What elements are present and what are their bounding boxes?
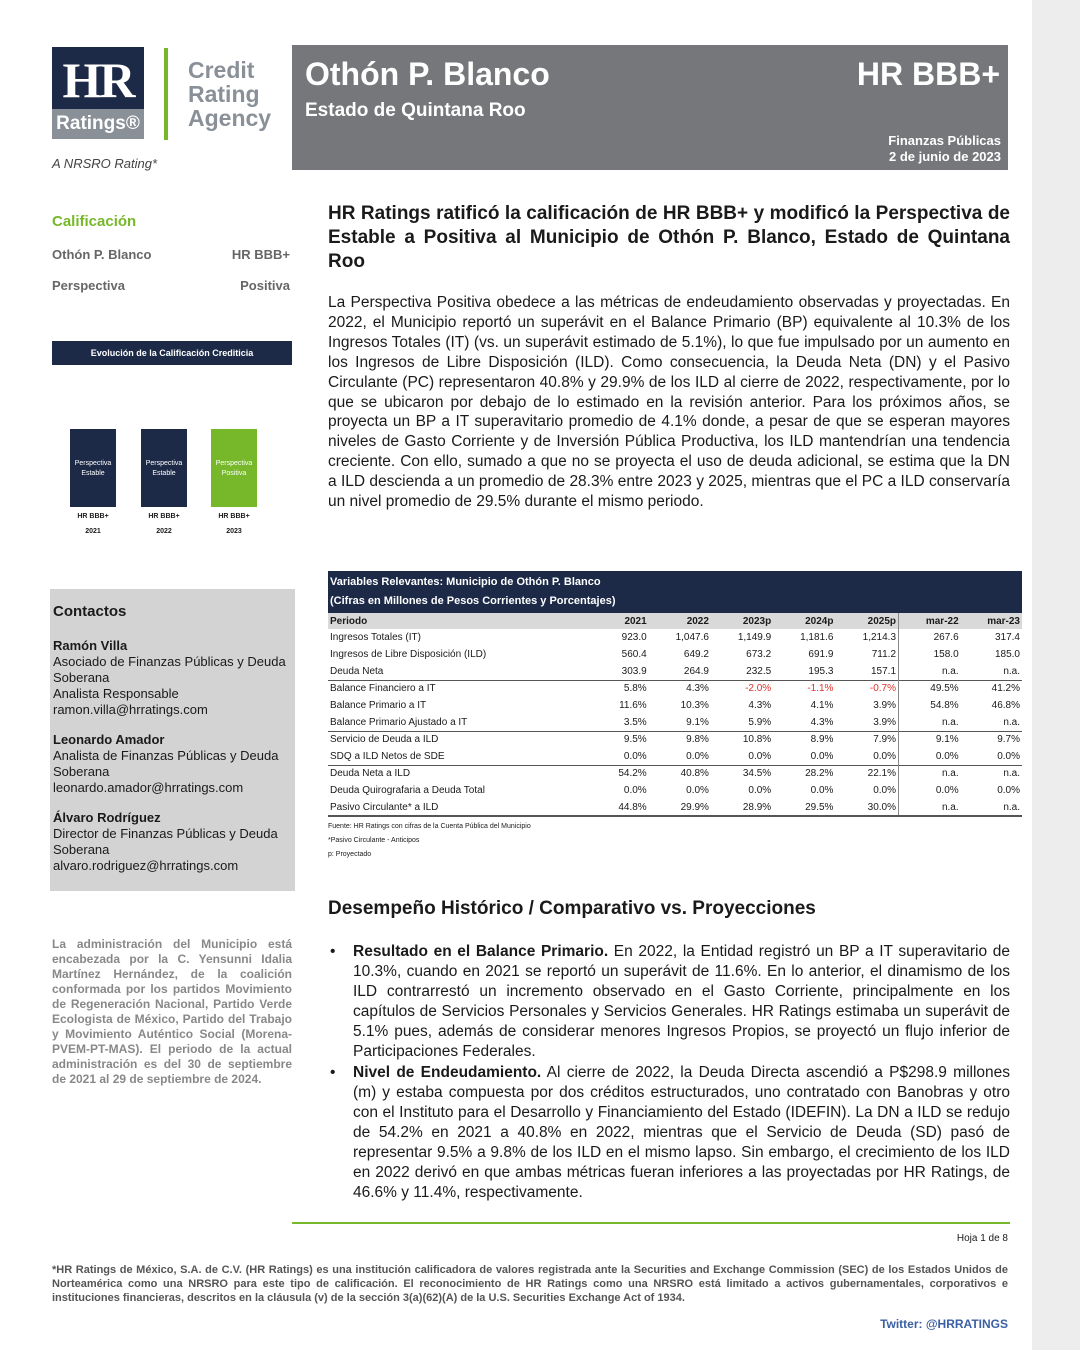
table-column-header: 2021 [595, 613, 649, 629]
table-row-label: Deuda Neta a ILD [328, 765, 595, 782]
table-cell: 28.9% [711, 799, 773, 816]
table-cell: 4.3% [810, 716, 834, 728]
table-row [328, 680, 1022, 697]
calificacion-row-label: Othón P. Blanco [52, 247, 152, 262]
table-cell: 0.0% [997, 785, 1020, 796]
report-category: Finanzas Públicas [888, 133, 1001, 148]
table-cell: 0.0% [686, 750, 709, 762]
perspectiva-row-label: Perspectiva [52, 278, 125, 293]
table-cell: 9.7% [961, 731, 1022, 748]
evolution-rating-label: HR BBB+ [148, 513, 180, 520]
table-cell: 232.5 [746, 665, 772, 677]
calificacion-row [52, 247, 290, 262]
table-title-line: Variables Relevantes: Municipio de Othón P. Blanco [330, 576, 601, 588]
bullet-text: En 2022, la Entidad registró un BP a IT superavitario de 10.3%, cuando en 2021 se reportó un superávit de 11.6%. En lo anterior, el dinamismo de los ILD contrarrestó un incremento observado en el Gasto Corriente, principalmente en los capítulos de Servicios Personales y Servicios Generales. HR Ratings estimaba un superávit de 5.1% pues, además de considerar menores Ingresos Propios, se proyectó un flujo inferior de Participaciones Federales. [353, 943, 1011, 1060]
table-column-header: 2025p [835, 613, 898, 629]
table-title [328, 571, 1022, 613]
table-row [328, 731, 1022, 748]
table-cell: 923.0 [621, 632, 647, 643]
table-cell: 185.0 [994, 649, 1020, 660]
bullet-list [330, 942, 1010, 1205]
contact-email-link[interactable]: ramon.villa@hrratings.com [53, 702, 208, 717]
evolution-year-label: 2023 [226, 528, 242, 535]
table-cell: 0.0% [935, 750, 959, 762]
table-row [328, 697, 1022, 714]
table-row [328, 765, 1022, 782]
logo-hr-text: HR [62, 52, 134, 108]
table-cell: 0.0% [623, 785, 647, 796]
contact-role: Asociado de Finanzas Públicas y Deuda Soberana [53, 654, 286, 685]
table-body [328, 629, 1022, 816]
table-cell: 44.8% [595, 799, 649, 816]
agency-line: Rating [188, 81, 260, 107]
table-cell: n.a. [961, 765, 1022, 782]
report-date: 2 de junio de 2023 [889, 149, 1001, 164]
table-subtitle-line: (Cifras en Millones de Pesos Corrientes y Porcentajes) [330, 595, 616, 607]
table-row [328, 646, 1022, 663]
table-row-label: SDQ a ILD Netos de SDE [330, 750, 445, 762]
evolution-rating-label: HR BBB+ [77, 513, 109, 520]
entity-subtitle: Estado de Quintana Roo [305, 100, 526, 121]
table-cell: 711.2 [835, 646, 898, 663]
table-cell: 1,047.6 [675, 632, 709, 643]
table-column-header: 2024p [773, 613, 835, 629]
contact-name: Ramón Villa [53, 638, 128, 653]
table-column-header: mar-22 [899, 613, 961, 629]
contact-email-link[interactable]: leonardo.amador@hrratings.com [53, 780, 244, 795]
contact-card [53, 638, 292, 718]
evolution-year-label: 2021 [85, 528, 101, 535]
table-row-label: Deuda Quirografaria a Deuda Total [330, 785, 485, 796]
table-cell: 9.1% [686, 716, 709, 728]
table-cell: 29.9% [649, 799, 711, 816]
table-row-label: Pasivo Circulante* a ILD [328, 799, 595, 816]
table-cell: 0.0% [835, 748, 898, 765]
main-paragraph: La Perspectiva Positiva obedece a las métricas de endeudamiento observadas y proyectadas. En 2022, el Municipio reportó un superávit en el Balance Primario (BP) equivalente al 10.3% de los Ingresos Totales (IT) (vs. un superávit estimado de 5.1%), lo que fue impulsado por un aumento en los Ingresos de Libre Disposición (ILD). Como consecuencia, la Deuda Neta (DN) y el Pasivo Circulante (PC) representaron 40.8% y 29.9% de los ILD al cierre de 2022, respectivamente, por lo que se ubicaron por debajo de lo estimado en la revisión anterior. Para los próximos años, se proyecta un BP a IT superavitario promedio de 4.1% donde, a pesar de que se esperan mayores niveles de Gasto Corriente y de Inversión Pública Productiva, los ILD mantendrían una tendencia creciente. Con ello, sumado a que no se proyecta el uso de deuda adicional, se estima que la DN a ILD descienda a un promedio de 28.3% entre 2023 y 2025, mientras que el PC a ILD conservaría un nivel promedio de 29.5% durante el mismo periodo. [328, 294, 1010, 511]
table-cell: 4.1% [810, 700, 834, 711]
table-row [328, 799, 1022, 816]
evolution-bar-2023: Perspectiva Positiva [211, 429, 257, 507]
contact-role: Director de Finanzas Públicas y Deuda Soberana [53, 826, 278, 857]
bullet-item [330, 942, 1010, 1061]
contact-name: Leonardo Amador [53, 732, 165, 747]
evolution-year-label: 2022 [156, 528, 172, 535]
agency-line: Agency [188, 105, 272, 131]
table-cell: 9.5% [595, 731, 649, 748]
table-cell: 0.0% [810, 750, 834, 762]
table-cell: 560.4 [621, 649, 647, 660]
table-cell: 5.8% [595, 680, 649, 697]
table-row-label: Balance Financiero a IT [328, 680, 595, 697]
table-cell: 691.9 [808, 649, 834, 660]
table-cell: 0.0% [686, 785, 709, 796]
table-cell: 8.9% [773, 731, 835, 748]
bullet-lead: Resultado en el Balance Primario. [353, 943, 609, 960]
evolution-title: Evolución de la Calificación Crediticia [52, 341, 292, 365]
table-note: p: Proyectado [328, 851, 372, 858]
agency-line: Credit [188, 57, 255, 83]
table-cell: 7.9% [835, 731, 898, 748]
table-column-header: mar-23 [961, 613, 1022, 629]
section-heading: Desempeño Histórico / Comparativo vs. Proyecciones [328, 898, 816, 919]
table-cell: 649.2 [683, 649, 709, 660]
table-cell: 1,149.9 [737, 632, 772, 643]
table-cell: 10.3% [680, 700, 709, 711]
twitter-link[interactable]: Twitter: @HRRATINGS [880, 1317, 1008, 1331]
table-cell: 673.2 [746, 649, 772, 660]
table-cell: 264.9 [683, 665, 709, 677]
table-header-row [328, 613, 1022, 629]
table-note: Fuente: HR Ratings con cifras de la Cuenta Pública del Municipio [328, 823, 531, 830]
table-cell: 49.5% [899, 680, 961, 697]
table-cell: n.a. [899, 799, 961, 816]
table-cell: 54.2% [595, 765, 649, 782]
table-row-label: Ingresos de Libre Disposición (ILD) [330, 649, 487, 660]
table-cell: 158.0 [933, 649, 959, 660]
table-column-header: 2022 [649, 613, 711, 629]
contact-card [53, 810, 292, 874]
table-cell: 3.9% [835, 697, 898, 714]
table-cell: 0.0% [835, 782, 898, 799]
table-cell: 317.4 [994, 632, 1020, 643]
page-edge [1032, 0, 1080, 1350]
table-cell: 22.1% [835, 765, 898, 782]
calificacion-heading: Calificación [52, 213, 137, 230]
table-row-label: Ingresos Totales (IT) [330, 632, 421, 643]
table-cell: 4.3% [649, 680, 711, 697]
table-cell: n.a. [961, 799, 1022, 816]
table-cell: 10.8% [711, 731, 773, 748]
bullet-item [330, 1063, 1010, 1202]
table-row [328, 629, 1022, 646]
table-cell: 29.5% [773, 799, 835, 816]
table-cell: n.a. [941, 716, 959, 728]
hr-ratings-logo [52, 47, 144, 139]
table-cell: 0.0% [997, 750, 1020, 762]
table-cell: 40.8% [649, 765, 711, 782]
table-row-label: Balance Primario a IT [330, 700, 427, 711]
logo-ratings-text: Ratings® [52, 109, 144, 139]
table-cell: 1,214.3 [835, 629, 898, 646]
table-cell: 4.3% [748, 700, 772, 711]
table-cell: 195.3 [808, 665, 834, 677]
table-cell: 9.8% [649, 731, 711, 748]
table-cell: n.a. [899, 765, 961, 782]
table-cell: 54.8% [930, 700, 959, 711]
table-cell: 0.0% [748, 750, 772, 762]
table-cell: n.a. [1003, 716, 1020, 728]
evolution-bar-2021: Perspectiva Estable [70, 429, 116, 507]
table-cell: 9.1% [899, 731, 961, 748]
table-cell: 11.6% [619, 700, 647, 711]
administration-note: La administración del Municipio está encabezada por la C. Yensunni Idalia Martínez Hernández, de la coalición conformada por los partidos Movimiento de Regeneración Nacional, Partido Verde Ecologista de México, Partido del Trabajo y Movimiento Auténtico Social (Morena-PVEM-PT-MAS). El periodo de la actual administración es del 30 de septiembre de 2021 al 29 de septiembre de 2024. [52, 937, 292, 1086]
table-cell: 0.0% [748, 785, 772, 796]
agency-name [188, 58, 271, 130]
table-cell: 30.0% [835, 799, 898, 816]
footer-disclaimer: *HR Ratings de México, S.A. de C.V. (HR Ratings) es una institución calificadora de valores registrada ante la Securities and Exchange Commission (SEC) de los Estados Unidos de Norteamérica como una NRSRO para este tipo de calificación. El reconocimiento de HR Ratings como una NRSRO está limitado a activos gubernamentales, corporativos e instituciones financieras, descritos en la cláusula (v) de la sección 3(a)(62)(A) de la U.S. Securities Exchange Act of 1934. [52, 1264, 1008, 1304]
table-cell: 5.9% [748, 716, 772, 728]
table-cell: n.a. [941, 665, 959, 677]
nrsro-label: A NRSRO Rating* [52, 156, 157, 171]
logo-divider [164, 48, 168, 140]
calificacion-row-value: HR BBB+ [231, 247, 290, 262]
table-cell: 0.0% [810, 785, 834, 796]
contact-email-link[interactable]: alvaro.rodriguez@hrratings.com [53, 858, 239, 873]
table-cell: 267.6 [933, 632, 959, 643]
perspectiva-row-value: Positiva [240, 278, 290, 293]
entity-title: Othón P. Blanco [305, 56, 550, 92]
page-number: Hoja 1 de 8 [956, 1233, 1008, 1244]
report-meta [888, 133, 1001, 165]
table-cell: -0.7% [835, 680, 898, 697]
variables-table-block [328, 571, 1022, 862]
bullet-dot-icon: • [330, 1064, 336, 1082]
table-cell: -1.1% [773, 680, 835, 697]
table-cell: 28.2% [773, 765, 835, 782]
bullet-dot-icon: • [330, 943, 336, 960]
table-row [328, 714, 1022, 731]
evolution-rating-label: HR BBB+ [218, 513, 250, 520]
bullet-lead: Nivel de Endeudamiento. [353, 1064, 542, 1082]
contact-name: Álvaro Rodríguez [53, 810, 161, 825]
table-column-header: 2023p [711, 613, 773, 629]
table-row [328, 782, 1022, 799]
table-cell: 0.0% [935, 785, 959, 796]
contacts-heading: Contactos [53, 603, 127, 620]
evolution-bar-2022: Perspectiva Estable [141, 429, 187, 507]
table-cell: 157.1 [835, 663, 898, 680]
table-cell: 41.2% [961, 680, 1022, 697]
table-row [328, 663, 1022, 680]
variables-table [328, 613, 1022, 817]
table-row [328, 748, 1022, 765]
contact-role: Analista de Finanzas Públicas y Deuda Soberana [53, 748, 279, 779]
table-row-label: Deuda Neta [330, 665, 384, 677]
table-cell: 46.8% [991, 700, 1020, 711]
perspectiva-row [52, 278, 290, 293]
table-cell: -2.0% [711, 680, 773, 697]
table-column-header: Periodo [328, 613, 595, 629]
table-cell: 3.9% [835, 714, 898, 731]
contacts-panel [50, 589, 295, 891]
table-row-label: Balance Primario Ajustado a IT [330, 716, 468, 728]
contact-card [53, 732, 292, 796]
rating-badge: HR BBB+ [856, 56, 1000, 92]
table-note: *Pasivo Circulante - Anticipos [328, 837, 420, 844]
table-cell: 1,181.6 [800, 632, 834, 643]
main-heading: HR Ratings ratificó la calificación de HR BBB+ y modificó la Perspectiva de Estable a Positiva al Municipio de Othón P. Blanco, Estado de Quintana Roo [328, 203, 1010, 272]
footer-rule [292, 1222, 1010, 1224]
table-notes [328, 820, 1022, 862]
table-cell: 3.5% [623, 716, 647, 728]
table-cell: 0.0% [623, 750, 647, 762]
bullet-text: Al cierre de 2022, la Deuda Directa ascendió a P$298.9 millones (m) y estaba compuesta por dos créditos estructurados, uno contratado con Banobras y otro con el Instituto para el Desarrollo y Financiamiento del Estado (IDEFIN). La DN a ILD se redujo de 54.2% en 2021 a 40.8% en 2022, mientras que el Servicio de Deuda (SD) pasó de representar 9.5% a 9.8% de los ILD en el mismo lapso. Sin embargo, el crecimiento de los ILD en 2022 derivó en que ambas métricas fueran inferiores a las proyectadas por HR Ratings, de 46.6% y 11.4%, respectivamente. [353, 1064, 1011, 1201]
table-cell: 303.9 [621, 665, 647, 677]
table-cell: n.a. [1003, 665, 1020, 677]
table-row-label: Servicio de Deuda a ILD [328, 731, 595, 748]
table-cell: 34.5% [711, 765, 773, 782]
title-banner [292, 45, 1008, 170]
contact-role-secondary: Analista Responsable [53, 686, 179, 701]
